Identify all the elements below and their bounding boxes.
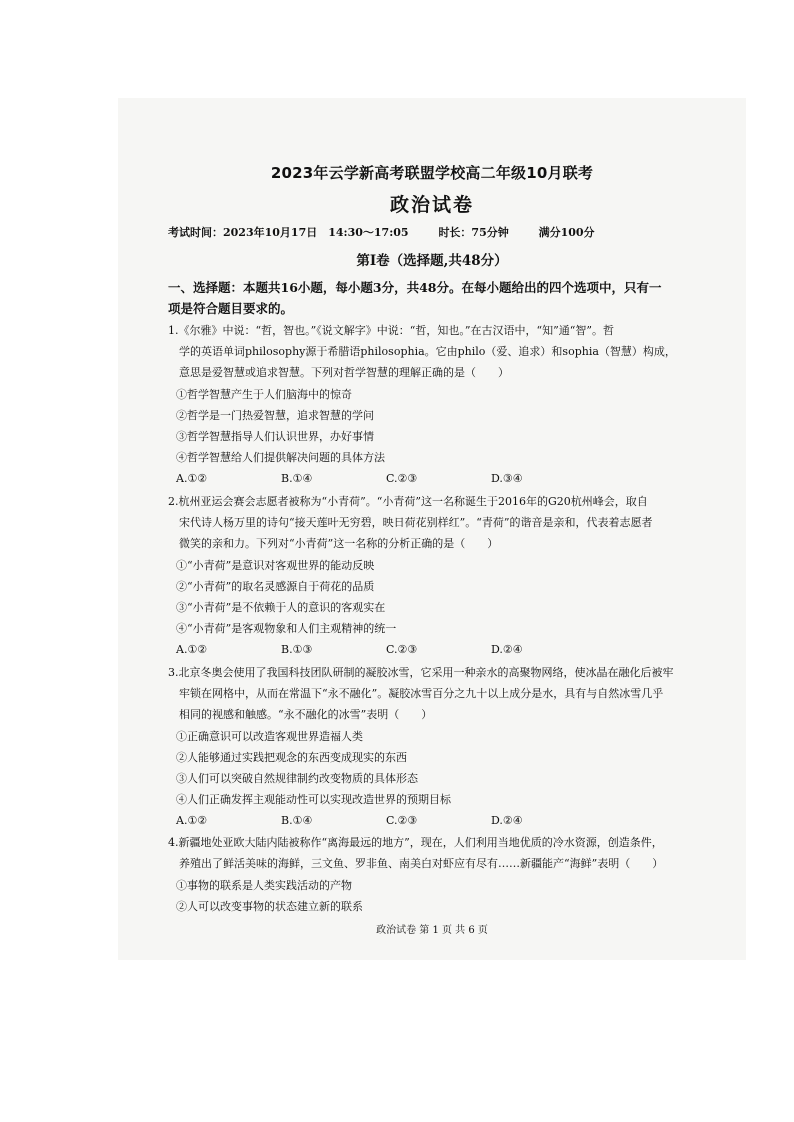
choice-a: A.①② [176,472,208,485]
question-2-option-2: ②“小青荷”的取名灵感源自于荷花的品质 [176,580,375,593]
full-score: 满分100分 [538,226,595,239]
choice-c: C.②③ [386,643,418,656]
choice-a: A.①② [176,814,208,827]
stem-line: 牢锁在网格中，从而在常温下“永不融化”。凝胶冰雪百分之九十以上成分是水，具有与自然冰雪几乎 [179,687,664,700]
section-line-1: 一、选择题：本题共16小题，每小题3分，共48分。在每小题给出的四个选项中，只有一 [168,280,662,295]
stem-line: 宋代诗人杨万里的诗句“接天莲叶无穷碧，映日荷花别样红”。“青荷”的谐音是亲和，代表着志愿者 [179,516,653,529]
choice-c: C.②③ [386,472,418,485]
choice-b: B.①④ [281,814,313,827]
exam-time: 考试时间：2023年10月17日 14:30～17:05 [168,226,409,239]
question-3-choices [176,814,596,827]
choice-d: D.②④ [491,814,523,827]
question-3-option-3: ③人们可以突破自然规律制约改变物质的具体形态 [176,772,418,785]
question-3-option-1: ①正确意识可以改造客观世界造福人类 [176,730,363,743]
stem-line: 1.《尔雅》中说：“哲，智也。”《说文解字》中说：“哲，知也。”在古汉语中，“知”通“智”。哲 [168,324,614,337]
question-3-stem [168,662,716,725]
exam-title: 2023年云学新高考联盟学校高二年级10月联考 [270,164,594,182]
question-1-choices [176,472,596,485]
question-2-option-4: ④“小青荷”是客观物象和人们主观精神的统一 [176,622,397,635]
page-footer: 政治试卷 第 1 页 共 6 页 [376,925,488,936]
stem-line: 相同的视感和触感。“永不融化的冰雪”表明（ ） [179,708,433,721]
question-1-option-1: ①哲学智慧产生于人们脑海中的惊奇 [176,388,352,401]
subject-title: 政治试卷 [389,194,474,216]
question-1-option-3: ③哲学智慧指导人们认识世界，办好事情 [176,430,374,443]
choice-b: B.①③ [281,643,313,656]
choice-b: B.①④ [281,472,313,485]
exam-info [168,224,621,240]
choice-d: D.②④ [491,643,523,656]
question-1-option-2: ②哲学是一门热爱智慧，追求智慧的学问 [176,409,374,422]
exam-duration: 时长：75分钟 [438,226,509,239]
stem-line: 意思是爱智慧或追求智慧。下列对哲学智慧的理解正确的是（ ） [179,366,509,379]
exam-page [118,98,746,960]
question-2-option-1: ①“小青荷”是意识对客观世界的能动反映 [176,559,375,572]
choice-a: A.①② [176,643,208,656]
stem-line: 微笑的亲和力。下列对“小青荷”这一名称的分析正确的是（ ） [179,537,499,550]
stem-line: 4.新疆地处亚欧大陆内陆被称作“离海最远的地方”，现在，人们利用当地优质的冷水资源，创造条件， [168,836,663,849]
question-2-choices [176,643,596,656]
stem-line: 3.北京冬奥会使用了我国科技团队研制的凝胶冰雪，它采用一种亲水的高聚物网络，使冰晶在融化后被牢 [168,666,674,679]
question-1-stem [168,320,716,383]
stem-line: 学的英语单词philosophy源于希腊语philosophia。它由philo（爱、追求）和sophia（智慧）构成， [179,345,676,358]
question-2-stem [168,491,716,554]
question-3-option-4: ④人们正确发挥主观能动性可以实现改造世界的预期目标 [176,793,451,806]
question-4-stem [168,832,716,874]
choice-d: D.③④ [491,472,523,485]
choice-c: C.②③ [386,814,418,827]
question-2-option-3: ③“小青荷”是不依赖于人的意识的客观实在 [176,601,386,614]
question-4-option-2: ②人可以改变事物的状态建立新的联系 [176,900,363,913]
stem-line: 2.杭州亚运会赛会志愿者被称为“小青荷”。“小青荷”这一名称诞生于2016年的G20杭州峰会，取自 [168,495,648,508]
part-heading: 第Ⅰ卷（选择题,共48分） [356,253,508,269]
section-heading [168,277,708,319]
question-4-option-1: ①事物的联系是人类实践活动的产物 [176,879,352,892]
question-3-option-2: ②人能够通过实践把观念的东西变成现实的东西 [176,751,407,764]
section-line-2: 项是符合题目要求的。 [168,301,294,316]
stem-line: 养殖出了鲜活美味的海鲜，三文鱼、罗非鱼、南美白对虾应有尽有……新疆能产“海鲜”表明（ ） [179,857,664,870]
question-1-option-4: ④哲学智慧给人们提供解决问题的具体方法 [176,451,385,464]
